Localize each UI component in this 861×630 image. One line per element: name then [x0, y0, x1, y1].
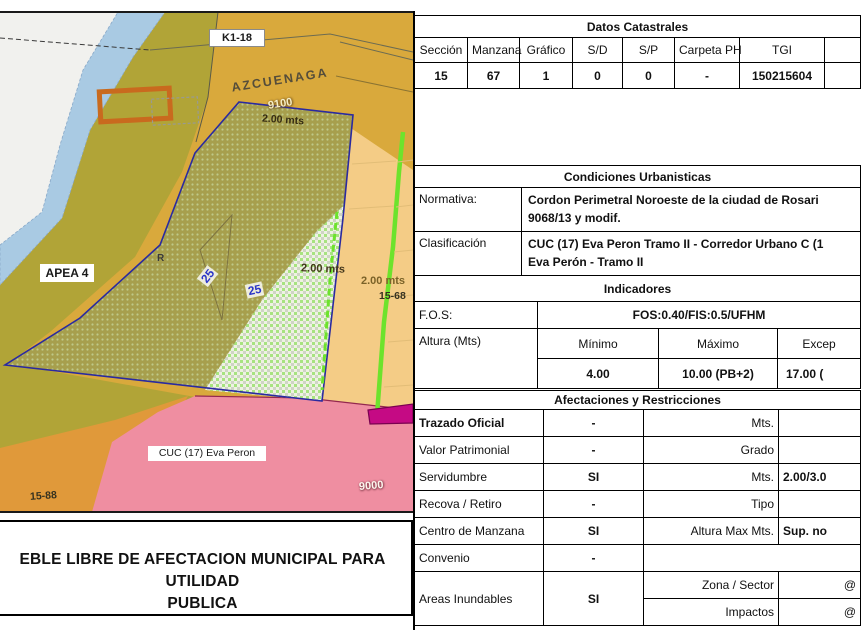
row-convenio [415, 545, 861, 572]
area-4-label: APEA 4 [40, 264, 94, 282]
notice-line2: PUBLICA [167, 595, 238, 612]
setback-label-top: 2.00 mts [261, 112, 305, 128]
indicadores-table [414, 275, 861, 389]
lot-number-25-b: 25 [246, 281, 263, 299]
inundables-impactos-attr: Impactos [644, 599, 779, 626]
col-carpeta-ph: Carpeta PH [675, 38, 740, 63]
inundables-impactos-value: @ [779, 599, 861, 626]
altura-max-value: 10.00 (PB+2) [659, 359, 778, 389]
col-sp: S/P [623, 38, 675, 63]
val-seccion: 15 [415, 63, 468, 89]
map-canvas [0, 12, 413, 512]
servidumbre-flag: SI [544, 464, 644, 491]
block-label-15-88: 15-88 [29, 489, 58, 503]
notice-line1: EBLE LIBRE DE AFECTACION MUNICIPAL PARA UTILIDAD [19, 551, 386, 590]
street-number-9000: 9000 [358, 478, 384, 494]
clasificacion-line1: CUC (17) Eva Peron Tramo II - Corredor Urbano C (1 [528, 237, 824, 251]
altura-label: Altura (Mts) [415, 329, 538, 389]
col-manzana: Manzana [468, 38, 520, 63]
val-carpeta-ph: - [675, 63, 740, 89]
convenio-label: Convenio [415, 545, 544, 572]
setback-label-mid: 2.00 mts [300, 262, 346, 276]
servidumbre-value: 2.00/3.0 [779, 464, 861, 491]
recova-attr: Tipo [644, 491, 779, 518]
fos-label: F.O.S: [415, 302, 538, 329]
centro-attr: Altura Max Mts. [644, 518, 779, 545]
corridor-label-cuc-17: CUC (17) Eva Peron [148, 446, 266, 461]
col-grafico: Gráfico [520, 38, 573, 63]
col-cut [825, 38, 861, 63]
altura-max-header: Máximo [659, 329, 778, 359]
clasificacion-line2: Eva Perón - Tramo II [528, 255, 644, 269]
servidumbre-attr: Mts. [644, 464, 779, 491]
trazado-flag: - [544, 410, 644, 437]
clasificacion-value [522, 232, 861, 276]
servidumbre-label: Servidumbre [415, 464, 544, 491]
row-areas-inundables [415, 572, 861, 599]
val-manzana: 67 [468, 63, 520, 89]
street-number-9100: 9100 [267, 96, 294, 112]
altura-min-header: Mínimo [538, 329, 659, 359]
row-centro-manzana [415, 518, 861, 545]
normativa-label: Normativa: [415, 188, 522, 232]
inundables-label: Areas Inundables [415, 572, 544, 626]
valor-label: Valor Patrimonial [415, 437, 544, 464]
condiciones-title: Condiciones Urbanisticas [415, 166, 861, 188]
map-bottom-border [0, 511, 414, 513]
row-recova-retiro [415, 491, 861, 518]
row-trazado-oficial [415, 410, 861, 437]
convenio-value [644, 545, 861, 572]
trazado-label: Trazado Oficial [415, 410, 544, 437]
col-sd: S/D [573, 38, 623, 63]
clasificacion-label: Clasificación [415, 232, 522, 276]
datos-title: Datos Catastrales [415, 16, 861, 38]
altura-excep-value: 17.00 ( [778, 359, 861, 389]
val-sp: 0 [623, 63, 675, 89]
valor-attr: Grado [644, 437, 779, 464]
row-servidumbre [415, 464, 861, 491]
lot-number-25-a: 25 [198, 266, 218, 286]
normativa-value [522, 188, 861, 232]
trazado-value [779, 410, 861, 437]
inundables-zona-attr: Zona / Sector [644, 572, 779, 599]
row-valor-patrimonial [415, 437, 861, 464]
centro-value: Sup. no [779, 518, 861, 545]
col-seccion: Sección [415, 38, 468, 63]
block-label-15-68: 15-68 [379, 290, 406, 302]
convenio-flag: - [544, 545, 644, 572]
valor-flag: - [544, 437, 644, 464]
inundables-flag: SI [544, 572, 644, 626]
datos-catastrales-table [414, 15, 861, 89]
centro-label: Centro de Manzana [415, 518, 544, 545]
afectaciones-title: Afectaciones y Restricciones [415, 391, 861, 410]
altura-min-value: 4.00 [538, 359, 659, 389]
street-name-azcuenaga: AZCUENAGA [230, 65, 330, 95]
recova-label: Recova / Retiro [415, 491, 544, 518]
recova-value [779, 491, 861, 518]
col-tgi: TGI [740, 38, 825, 63]
trazado-attr: Mts. [644, 410, 779, 437]
altura-excep-header: Excep [778, 329, 861, 359]
normativa-line1: Cordon Perimetral Noroeste de la ciudad de Rosari [528, 193, 819, 207]
valor-value [779, 437, 861, 464]
val-grafico: 1 [520, 63, 573, 89]
recova-flag: - [544, 491, 644, 518]
val-cut [825, 63, 861, 89]
map-top-border [0, 11, 414, 13]
val-sd: 0 [573, 63, 623, 89]
cadastral-map [0, 12, 413, 512]
municipal-notice-box [0, 520, 413, 616]
centro-flag: SI [544, 518, 644, 545]
indicadores-title: Indicadores [415, 276, 861, 302]
condiciones-table [414, 165, 861, 276]
block-label-k1-18: K1-18 [209, 29, 265, 47]
afectaciones-table [414, 390, 861, 626]
normativa-line2: 9068/13 y modif. [528, 211, 621, 225]
setback-label-right: 2.00 mts [361, 275, 406, 287]
fos-value: FOS:0.40/FIS:0.5/UFHM [538, 302, 861, 329]
val-tgi: 150215604 [740, 63, 825, 89]
r-label: R [157, 253, 165, 264]
inundables-zona-value: @ [779, 572, 861, 599]
